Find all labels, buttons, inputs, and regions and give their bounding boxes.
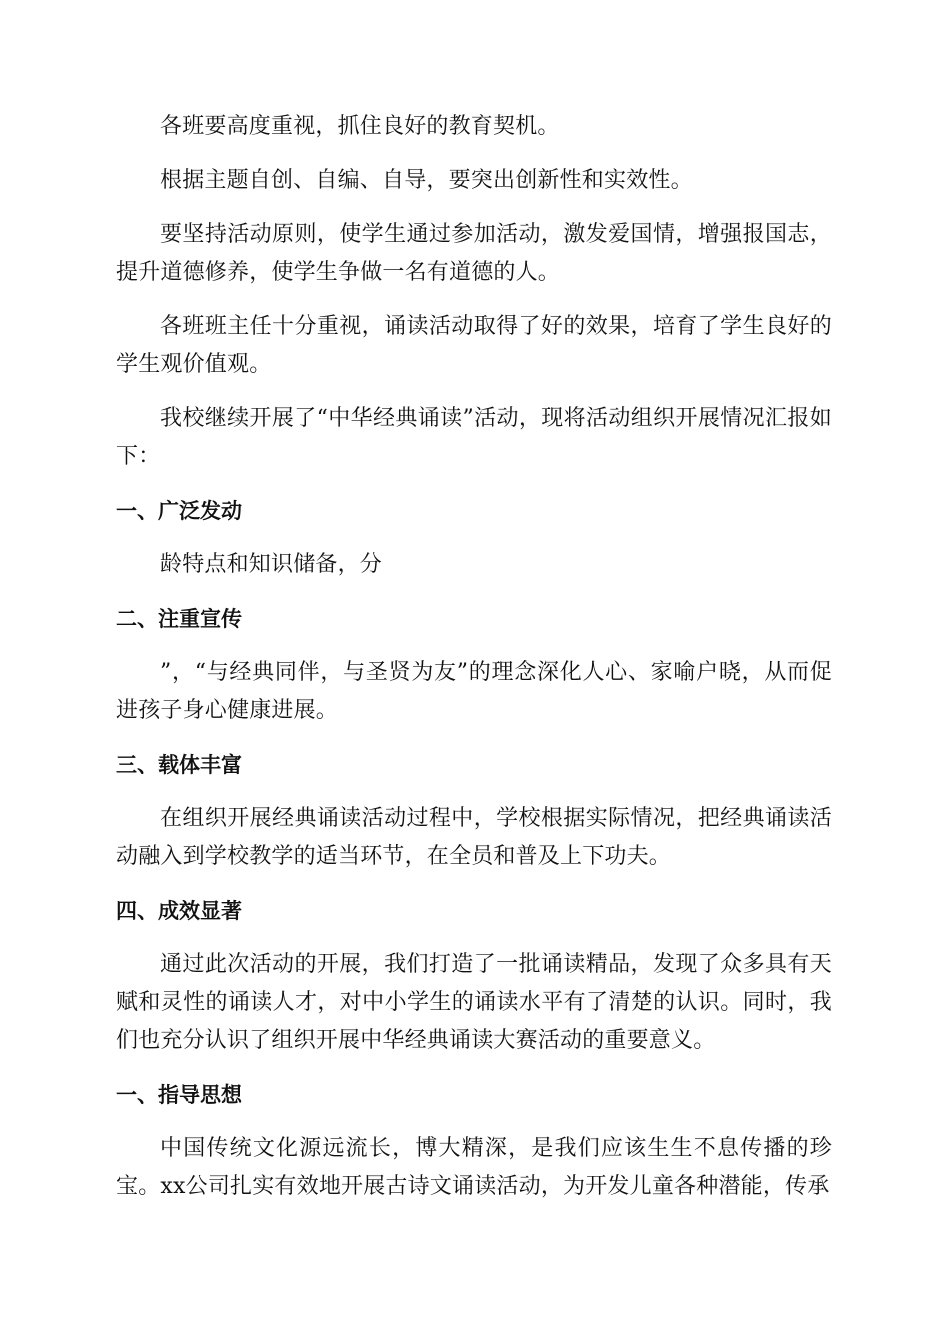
paragraph: ”，“与经典同伴，与圣贤为友”的理念深化人心、家喻户晓，从而促进孩子身心健康进展。 <box>116 660 832 723</box>
paragraph: 中国传统文化源远流长，博大精深，是我们应该生生不息传播的珍宝。xx公司扎实有效地开展古诗文诵读活动，为开发儿童各种潜能，传承 <box>116 1136 832 1199</box>
paragraph: 各班班主任十分重视，诵读活动取得了好的效果，培育了学生良好的学生观价值观。 <box>116 314 832 377</box>
section-heading: 四、成效显著 <box>116 899 242 923</box>
section-heading: 一、指导思想 <box>116 1083 242 1107</box>
paragraph: 根据主题自创、自编、自导，要突出创新性和实效性。 <box>160 168 693 193</box>
paragraph: 我校继续开展了“中华经典诵读”活动，现将活动组织开展情况汇报如下： <box>116 406 832 469</box>
section-heading: 三、载体丰富 <box>116 753 242 777</box>
document-page <box>116 108 832 1222</box>
section-heading: 一、广泛发动 <box>116 499 242 523</box>
paragraph: 在组织开展经典诵读活动过程中，学校根据实际情况，把经典诵读活动融入到学校教学的适当环节，在全员和普及上下功夫。 <box>116 806 832 869</box>
paragraph: 通过此次活动的开展，我们打造了一批诵读精品，发现了众多具有天赋和灵性的诵读人才，对中小学生的诵读水平有了清楚的认识。同时，我们也充分认识了组织开展中华经典诵读大赛活动的重要意义。 <box>116 952 832 1053</box>
paragraph: 要坚持活动原则，使学生通过参加活动，激发爱国情，增强报国志，提升道德修养，使学生争做一名有道德的人。 <box>116 222 832 285</box>
paragraph: 龄特点和知识储备，分 <box>160 552 383 577</box>
section-heading: 二、注重宣传 <box>116 607 242 631</box>
paragraph: 各班要高度重视，抓住良好的教育契机。 <box>160 114 560 139</box>
